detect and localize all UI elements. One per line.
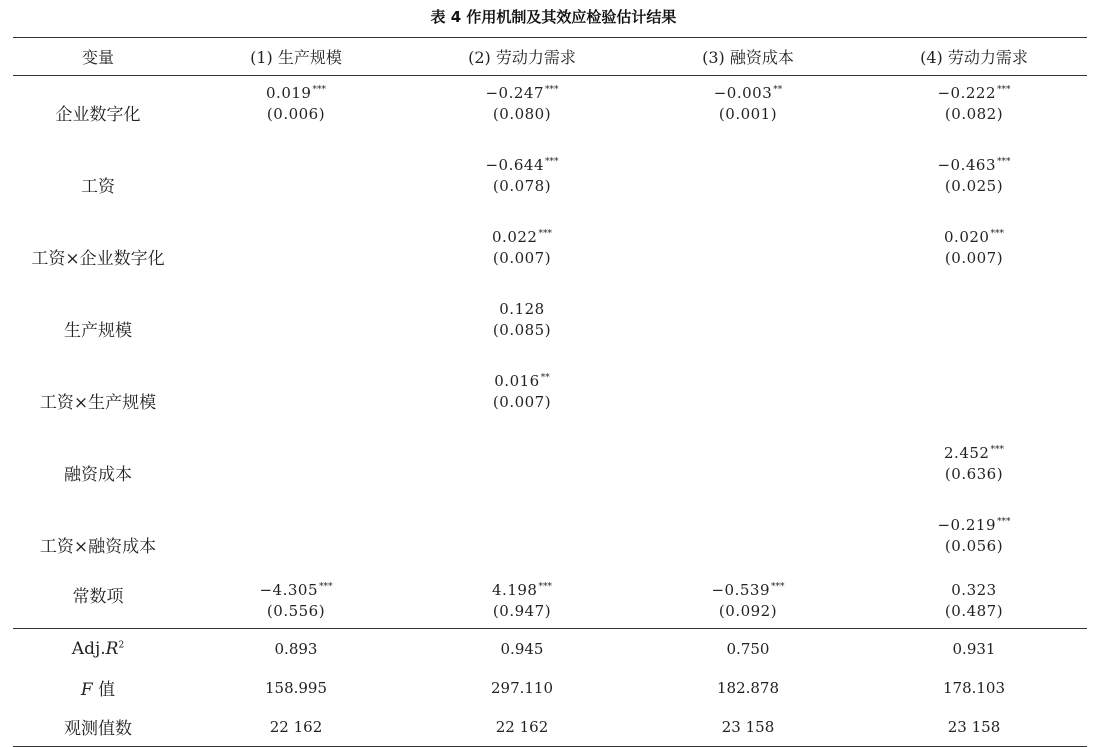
stat-value: 22 162 (409, 707, 635, 747)
coef-cell (635, 436, 861, 508)
significance-stars: ** (540, 373, 550, 383)
significance-stars: *** (545, 157, 559, 167)
coef-cell (183, 436, 409, 508)
row-label: 工资×企业数字化 (31, 248, 165, 269)
coef-cell (183, 292, 409, 364)
table-row (13, 148, 1087, 220)
table-row (13, 364, 1087, 436)
estimate (409, 299, 635, 320)
stat-value: 0.945 (409, 629, 635, 669)
header-col-2: (2) 劳动力需求 (409, 38, 635, 76)
standard-error: (0.056) (944, 537, 1004, 555)
stat-label-sup: 2 (118, 639, 125, 650)
row-label: 常数项 (72, 587, 124, 607)
coef-cell (635, 580, 861, 629)
significance-stars: *** (538, 582, 552, 592)
estimate (409, 580, 635, 601)
estimate-value: 0.022 (492, 228, 538, 246)
stat-label-tail: 值 (92, 680, 116, 700)
standard-error: (0.556) (266, 602, 326, 620)
coef-cell (861, 148, 1087, 220)
header-variable: 变量 (13, 38, 183, 76)
significance-stars: *** (771, 582, 785, 592)
coef-cell (861, 220, 1087, 292)
significance-stars: *** (990, 229, 1004, 239)
standard-error: (0.080) (492, 105, 552, 123)
estimate-value: −0.463 (937, 156, 996, 174)
stat-label-italic: F (80, 680, 93, 700)
estimate (635, 83, 861, 104)
standard-error: (0.007) (944, 249, 1004, 267)
estimate (409, 371, 635, 392)
coef-cell (409, 436, 635, 508)
estimate-value: −0.222 (937, 84, 996, 102)
estimate (861, 155, 1087, 176)
estimate-value: 0.020 (944, 228, 990, 246)
stat-value: 158.995 (264, 678, 328, 697)
standard-error: (0.487) (944, 602, 1004, 620)
estimate (861, 580, 1087, 601)
stat-value: 178.103 (942, 678, 1006, 697)
significance-stars: *** (997, 85, 1011, 95)
estimate (635, 580, 861, 601)
coef-cell (183, 508, 409, 580)
coef-cell (409, 292, 635, 364)
stat-label (13, 629, 183, 669)
estimate (861, 83, 1087, 104)
coef-cell (635, 508, 861, 580)
coef-cell (635, 148, 861, 220)
estimate-value: −0.539 (711, 581, 770, 599)
row-label: 工资 (81, 176, 115, 197)
standard-error: (0.082) (944, 105, 1004, 123)
stat-value: 23 158 (635, 707, 861, 747)
estimate-value: −0.644 (485, 156, 544, 174)
estimate (861, 227, 1087, 248)
estimate (409, 83, 635, 104)
header-row (13, 38, 1087, 76)
significance-stars: *** (997, 517, 1011, 527)
table-row (13, 76, 1087, 149)
significance-stars: *** (538, 229, 552, 239)
standard-error: (0.092) (718, 602, 778, 620)
coef-cell (409, 508, 635, 580)
stat-value: 182.878 (716, 678, 780, 697)
significance-stars: *** (312, 85, 326, 95)
coef-cell (183, 364, 409, 436)
coef-cell (635, 220, 861, 292)
coef-cell (635, 292, 861, 364)
coef-cell (409, 148, 635, 220)
row-label: 工资×生产规模 (39, 392, 157, 413)
estimate-value: 0.016 (494, 372, 540, 390)
coef-cell (861, 508, 1087, 580)
stat-row (13, 668, 1087, 707)
estimate-value: 2.452 (944, 444, 990, 462)
estimate (183, 580, 409, 601)
header-col-1: (1) 生产规模 (183, 38, 409, 76)
stat-label-italic: R (105, 638, 119, 659)
stat-value: 22 162 (183, 707, 409, 747)
coef-cell (183, 76, 409, 149)
coef-cell (861, 364, 1087, 436)
estimate-value: −0.003 (713, 84, 773, 102)
table-row (13, 436, 1087, 508)
estimate (861, 515, 1087, 536)
coef-cell (409, 580, 635, 629)
standard-error: (0.007) (492, 393, 552, 411)
coef-cell (409, 76, 635, 149)
row-label: 生产规模 (64, 320, 132, 341)
significance-stars: *** (997, 157, 1011, 167)
coef-cell (861, 76, 1087, 149)
coef-cell (861, 436, 1087, 508)
stat-value: 297.110 (490, 678, 554, 697)
stat-label-text: Adj. (71, 638, 106, 659)
stat-row (13, 629, 1087, 669)
estimate (861, 443, 1087, 464)
table-row (13, 508, 1087, 580)
stat-value: 0.931 (861, 629, 1087, 669)
estimate (409, 155, 635, 176)
significance-stars: *** (990, 445, 1004, 455)
estimate-value: −0.247 (485, 84, 544, 102)
coef-cell (861, 292, 1087, 364)
significance-stars: ** (773, 85, 783, 95)
row-label: 企业数字化 (55, 104, 141, 125)
coef-cell (635, 76, 861, 149)
standard-error: (0.025) (944, 177, 1004, 195)
standard-error: (0.007) (492, 249, 552, 267)
stat-label (13, 668, 183, 707)
row-label: 融资成本 (64, 464, 132, 485)
table-row (13, 292, 1087, 364)
stat-value: 0.893 (183, 629, 409, 669)
coef-cell (409, 220, 635, 292)
coef-cell (183, 580, 409, 629)
standard-error: (0.947) (492, 602, 552, 620)
estimate-value: −0.219 (937, 516, 996, 534)
estimate (183, 83, 409, 104)
estimate-value: 0.019 (266, 84, 312, 102)
significance-stars: *** (545, 85, 559, 95)
coef-cell (861, 580, 1087, 629)
table-row (13, 580, 1087, 629)
table-title: 表 4 作用机制及其效应检验估计结果 (430, 8, 677, 26)
results-table (13, 37, 1087, 747)
stat-value: 23 158 (861, 707, 1087, 747)
header-col-3: (3) 融资成本 (635, 38, 861, 76)
standard-error: (0.001) (718, 105, 778, 123)
standard-error: (0.006) (266, 105, 326, 123)
estimate-value: 0.323 (951, 581, 997, 599)
row-label: 工资×融资成本 (39, 536, 157, 557)
table-row (13, 220, 1087, 292)
coef-cell (409, 364, 635, 436)
stat-label (13, 707, 183, 747)
estimate-value: −4.305 (259, 581, 318, 599)
standard-error: (0.078) (492, 177, 552, 195)
coef-cell (183, 220, 409, 292)
stat-value: 0.750 (635, 629, 861, 669)
estimate-value: 4.198 (492, 581, 538, 599)
significance-stars: *** (319, 582, 333, 592)
estimate-value: 0.128 (499, 300, 545, 318)
stat-label-text: 观测值数 (64, 719, 132, 739)
standard-error: (0.636) (944, 465, 1004, 483)
stat-row (13, 707, 1087, 747)
coef-cell (183, 148, 409, 220)
standard-error: (0.085) (492, 321, 552, 339)
estimate (409, 227, 635, 248)
header-col-4: (4) 劳动力需求 (861, 38, 1087, 76)
coef-cell (635, 364, 861, 436)
